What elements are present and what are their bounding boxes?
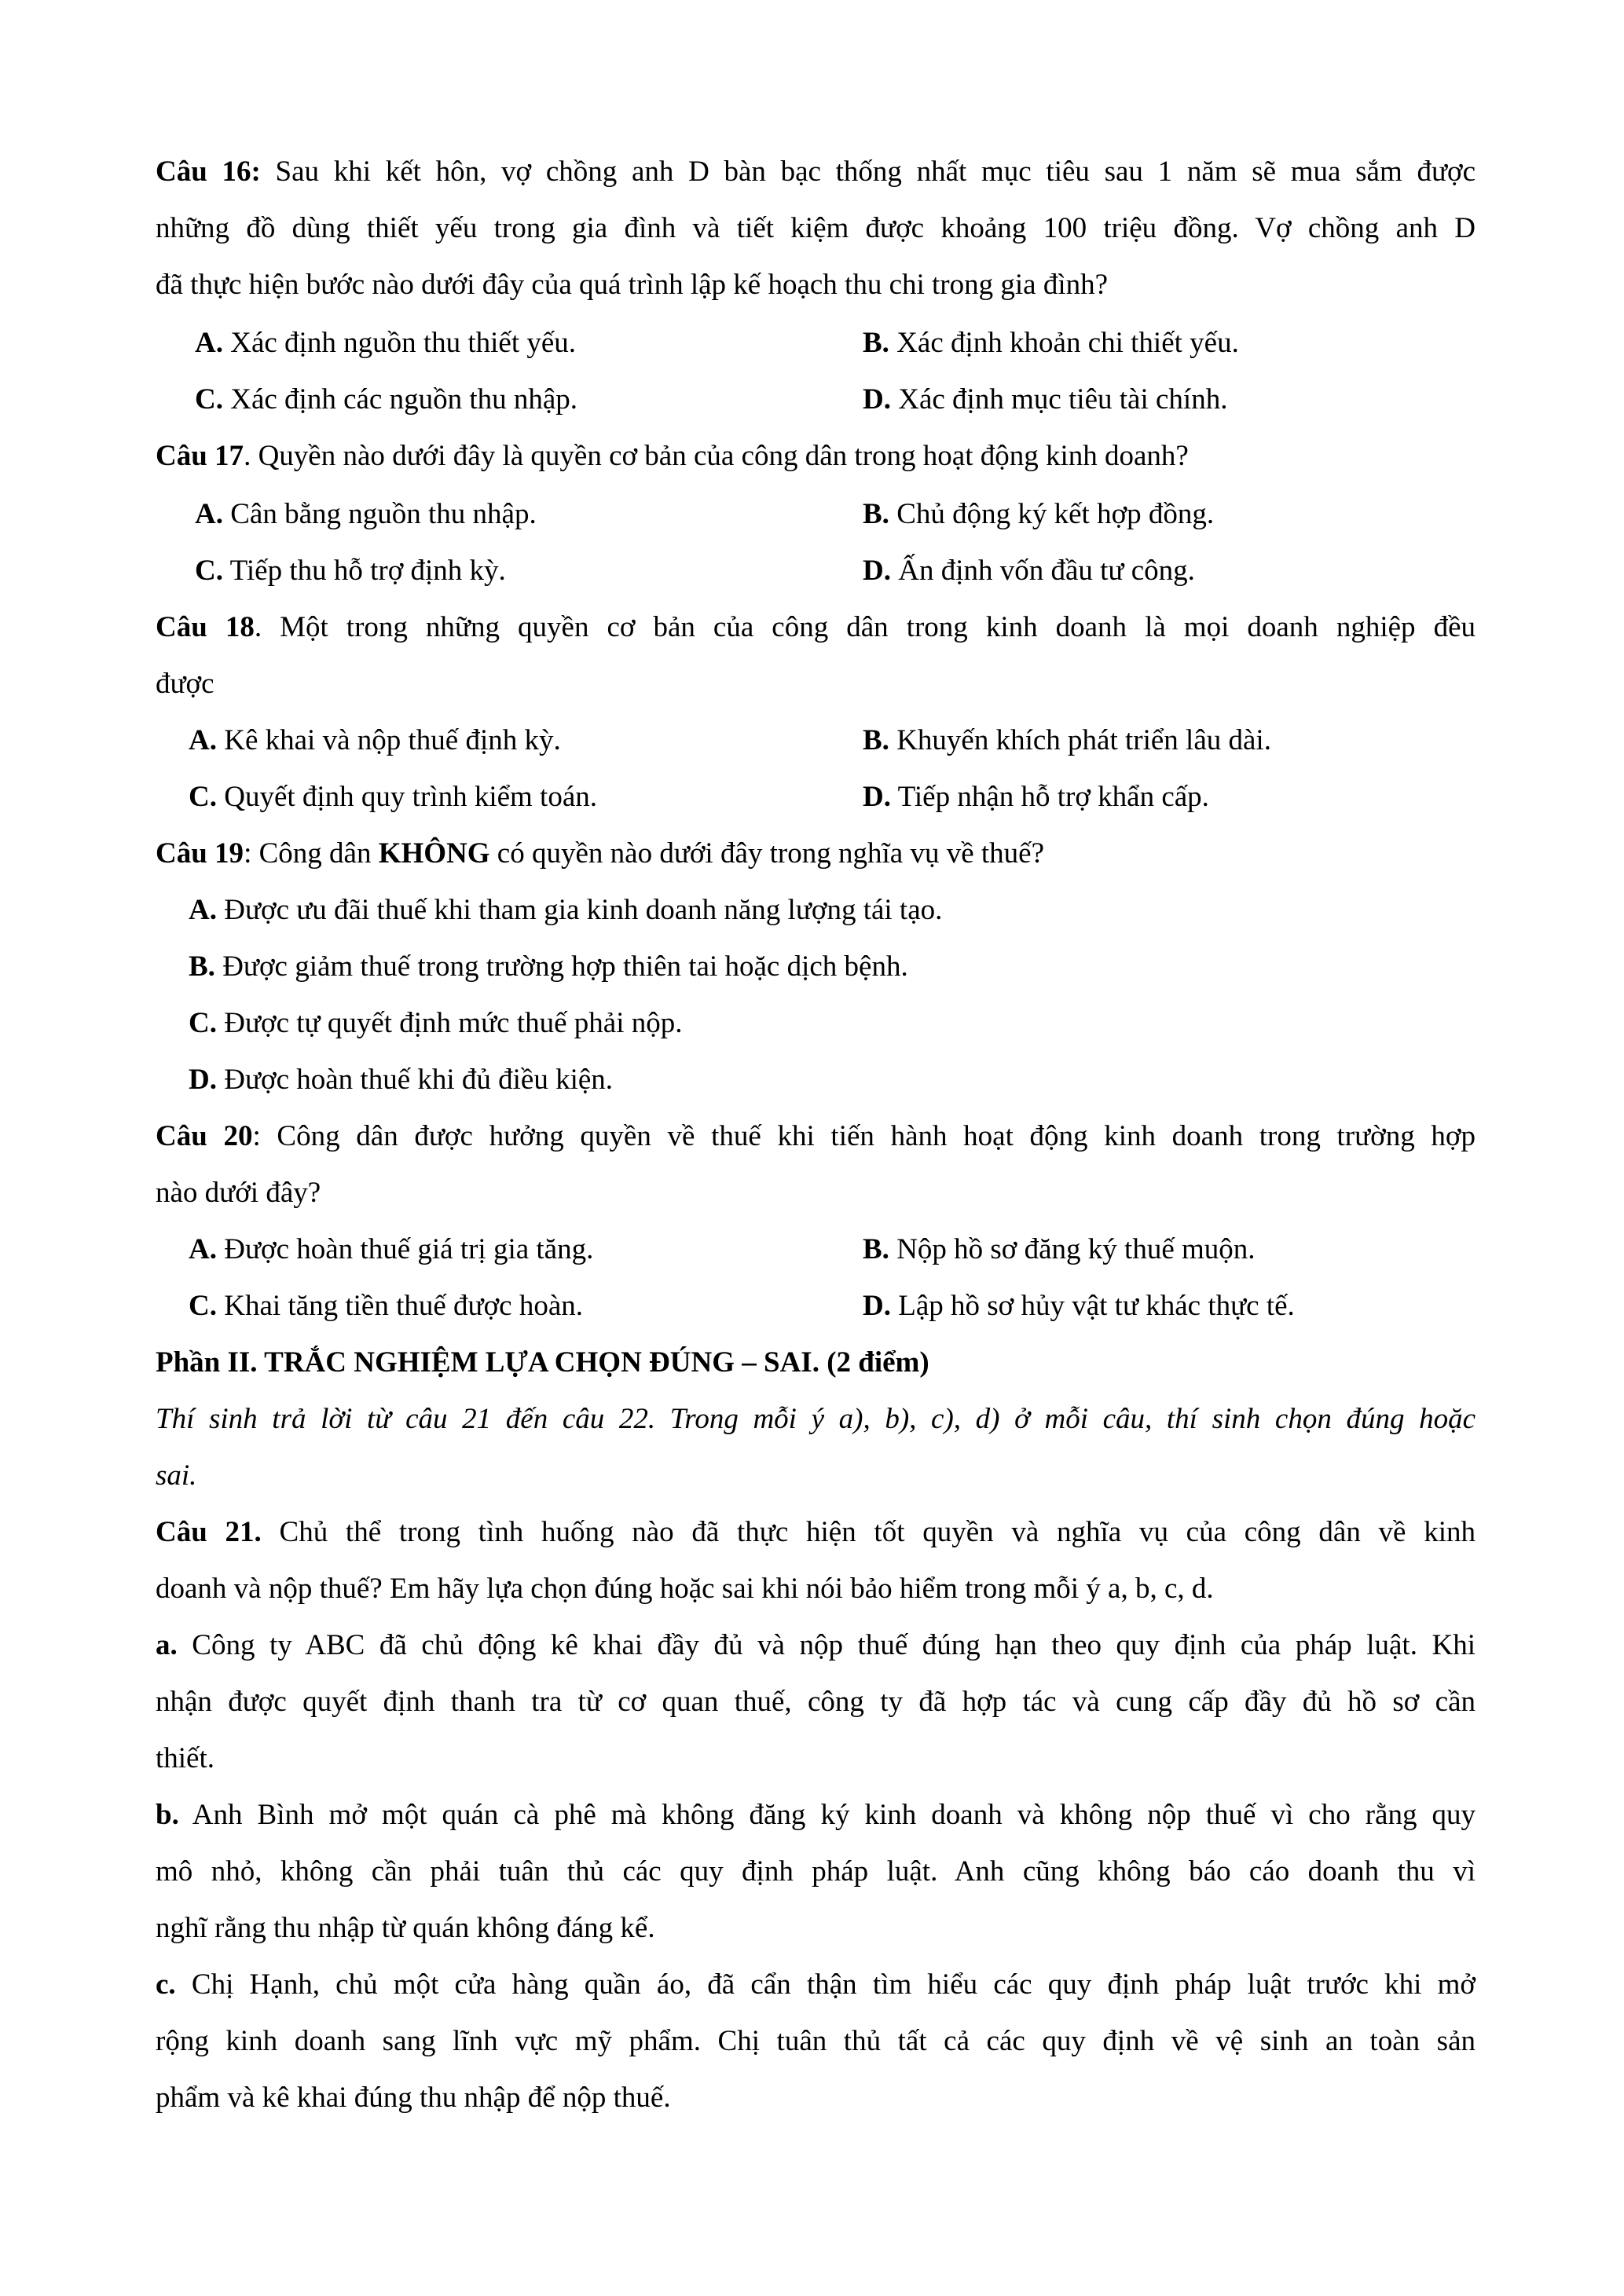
- q16-line-2: những đồ dùng thiết yếu trong gia đình và tiết kiệm được khoảng 100 triệu đồng. Vợ chồng anh D: [156, 212, 1476, 244]
- q18-line-2: được: [156, 668, 214, 700]
- q17-option-b-key: B.: [863, 498, 889, 530]
- q17-option-a-text: Cân bằng nguồn thu nhập.: [230, 498, 537, 530]
- q18-option-b[interactable]: [863, 726, 1271, 755]
- q18-option-b-text: Khuyến khích phát triển lâu dài.: [896, 724, 1271, 756]
- q19-option-d-text: Được hoàn thuế khi đủ điều kiện.: [224, 1064, 614, 1096]
- q18-option-d-text: Tiếp nhận hỗ trợ khẩn cấp.: [897, 781, 1209, 813]
- q20-option-d[interactable]: [863, 1291, 1295, 1320]
- q16-option-d-text: Xác định mục tiêu tài chính.: [898, 383, 1228, 416]
- q17-option-c-text: Tiếp thu hỗ trợ định kỳ.: [229, 555, 506, 587]
- q16-option-b[interactable]: [863, 328, 1239, 357]
- q20-option-a-text: Được hoàn thuế giá trị gia tăng.: [224, 1233, 594, 1265]
- q17-option-b[interactable]: [863, 500, 1214, 529]
- q18-option-a[interactable]: [189, 726, 561, 755]
- part2-heading: [156, 1348, 929, 1377]
- q16-option-d-key: D.: [863, 383, 891, 416]
- q21-item-a-text-1: Công ty ABC đã chủ động kê khai đầy đủ và nộp thuế đúng hạn theo quy định của pháp luật. Khi: [177, 1629, 1476, 1661]
- q21-item-c-line-1: [156, 1970, 1476, 1999]
- q19-label: Câu 19: [156, 837, 244, 870]
- q19-option-c-key: C.: [189, 1007, 217, 1039]
- q20-line-2: nào dưới đây?: [156, 1177, 321, 1209]
- q21-item-a-line-3: thiết.: [156, 1742, 215, 1774]
- q19-option-a[interactable]: [189, 895, 942, 925]
- q21-item-c-line-2: rộng kinh doanh sang lĩnh vực mỹ phẩm. Chị tuân thủ tất cả các quy định về vệ sinh an toàn sản: [156, 2025, 1476, 2057]
- q20-option-d-key: D.: [863, 1290, 891, 1322]
- q21-item-b-line-2: mô nhỏ, không cần phải tuân thủ các quy định pháp luật. Anh cũng không báo cáo doanh thu vì: [156, 1855, 1476, 1888]
- q17-option-a[interactable]: [195, 500, 537, 529]
- q16-option-b-key: B.: [863, 327, 889, 359]
- q17-option-d-key: D.: [863, 555, 891, 587]
- q19-text-after: có quyền nào dưới đây trong nghĩa vụ về thuế?: [489, 837, 1044, 870]
- q20-label: Câu 20: [156, 1120, 253, 1152]
- q20-option-b-key: B.: [863, 1233, 889, 1265]
- q21-text-1: Chủ thể trong tình huống nào đã thực hiện tốt quyền và nghĩa vụ của công dân về kinh: [261, 1516, 1476, 1548]
- q21-item-c-text-1: Chị Hạnh, chủ một cửa hàng quần áo, đã cẩn thận tìm hiểu các quy định pháp luật trước khi mở: [175, 1968, 1476, 2001]
- q16-line-1: [156, 157, 1476, 186]
- q19-option-b-text: Được giảm thuế trong trường hợp thiên tai hoặc dịch bệnh.: [222, 950, 908, 983]
- q20-option-d-text: Lập hồ sơ hủy vật tư khác thực tế.: [898, 1290, 1295, 1322]
- q17-option-c-key: C.: [195, 555, 223, 587]
- q18-option-c-text: Quyết định quy trình kiểm toán.: [224, 781, 598, 813]
- q17-option-a-key: A.: [195, 498, 223, 530]
- q20-line-1: [156, 1122, 1476, 1151]
- q16-option-c-key: C.: [195, 383, 223, 416]
- q21-item-a-line-2: nhận được quyết định thanh tra từ cơ quan thuế, công ty đã hợp tác và cung cấp đầy đủ hồ sơ cần: [156, 1686, 1476, 1718]
- q19-option-a-text: Được ưu đãi thuế khi tham gia kinh doanh năng lượng tái tạo.: [224, 894, 943, 926]
- q18-option-c[interactable]: [189, 782, 597, 811]
- q16-option-a[interactable]: [195, 328, 576, 357]
- q19-emphasis: KHÔNG: [378, 837, 490, 870]
- q16-option-b-text: Xác định khoản chi thiết yếu.: [896, 327, 1239, 359]
- q21-item-b-text-1: Anh Bình mở một quán cà phê mà không đăng ký kinh doanh và không nộp thuế vì cho rằng quy: [178, 1799, 1476, 1831]
- q21-item-a-line-1: [156, 1631, 1476, 1660]
- q20-text-1: : Công dân được hưởng quyền về thuế khi tiến hành hoạt động kinh doanh trong trường hợp: [252, 1120, 1476, 1152]
- q19-option-d[interactable]: [189, 1065, 613, 1094]
- q17-option-c[interactable]: [195, 556, 506, 585]
- q21-line-2: doanh và nộp thuế? Em hãy lựa chọn đúng hoặc sai khi nói bảo hiểm trong mỗi ý a, b, c, d.: [156, 1573, 1214, 1605]
- q17-label: Câu 17: [156, 440, 244, 472]
- q21-item-c-key: c.: [156, 1968, 176, 2001]
- q21-item-a-key: a.: [156, 1629, 178, 1661]
- part2-instruction-line-1: Thí sinh trả lời từ câu 21 đến câu 22. Trong mỗi ý a), b), c), d) ở mỗi câu, thí sinh chọn đúng hoặc: [156, 1403, 1476, 1435]
- q16-line-3: đã thực hiện bước nào dưới đây của quá trình lập kế hoạch thu chi trong gia đình?: [156, 269, 1109, 301]
- q19-option-d-key: D.: [189, 1064, 217, 1096]
- q19-line-1: [156, 839, 1044, 868]
- q21-item-c-line-3: phẩm và kê khai đúng thu nhập để nộp thuế.: [156, 2082, 671, 2114]
- q16-option-d[interactable]: [863, 385, 1227, 414]
- q18-text-1: . Một trong những quyền cơ bản của công dân trong kinh doanh là mọi doanh nghiệp đều: [254, 611, 1476, 643]
- q17-line-1: [156, 441, 1189, 471]
- q21-item-b-line-1: [156, 1800, 1476, 1829]
- q21-line-1: [156, 1518, 1476, 1547]
- q17-option-b-text: Chủ động ký kết hợp đồng.: [896, 498, 1215, 530]
- q18-option-b-key: B.: [863, 724, 889, 756]
- q16-option-c-text: Xác định các nguồn thu nhập.: [230, 383, 578, 416]
- q21-item-b-line-3: nghĩ rằng thu nhập từ quán không đáng kể.: [156, 1912, 655, 1944]
- q18-option-a-key: A.: [189, 724, 217, 756]
- q18-option-d[interactable]: [863, 782, 1209, 811]
- q21-label: Câu 21.: [156, 1516, 262, 1548]
- q19-option-c-text: Được tự quyết định mức thuế phải nộp.: [224, 1007, 683, 1039]
- q18-line-1: [156, 613, 1476, 642]
- part2-heading-text: Phần II. TRẮC NGHIỆM LỰA CHỌN ĐÚNG – SAI. (2 điểm): [156, 1346, 929, 1379]
- q17-option-d-text: Ấn định vốn đầu tư công.: [898, 555, 1195, 587]
- q19-option-a-key: A.: [189, 894, 217, 926]
- q20-option-c[interactable]: [189, 1291, 583, 1320]
- q18-label: Câu 18: [156, 611, 255, 643]
- q20-option-a[interactable]: [189, 1235, 593, 1264]
- q19-option-b[interactable]: [189, 952, 908, 981]
- q20-option-c-text: Khai tăng tiền thuế được hoàn.: [224, 1290, 584, 1322]
- q19-option-c[interactable]: [189, 1009, 682, 1038]
- q16-text-1: Sau khi kết hôn, vợ chồng anh D bàn bạc thống nhất mục tiêu sau 1 năm sẽ mua sắm được: [275, 156, 1476, 188]
- q17-option-d[interactable]: [863, 556, 1195, 585]
- q20-option-c-key: C.: [189, 1290, 217, 1322]
- q17-text: . Quyền nào dưới đây là quyền cơ bản của công dân trong hoạt động kinh doanh?: [244, 440, 1189, 472]
- q16-option-c[interactable]: [195, 385, 577, 414]
- q21-item-b-key: b.: [156, 1799, 179, 1831]
- q16-label: Câu 16:: [156, 156, 261, 188]
- q16-option-a-key: A.: [195, 327, 223, 359]
- q20-option-b-text: Nộp hồ sơ đăng ký thuế muộn.: [896, 1233, 1256, 1265]
- part2-instruction-line-2: sai.: [156, 1459, 197, 1492]
- q20-option-b[interactable]: [863, 1235, 1256, 1264]
- q18-option-d-key: D.: [863, 781, 891, 813]
- q18-option-a-text: Kê khai và nộp thuế định kỳ.: [224, 724, 561, 756]
- q20-option-a-key: A.: [189, 1233, 217, 1265]
- q16-option-a-text: Xác định nguồn thu thiết yếu.: [230, 327, 577, 359]
- q19-option-b-key: B.: [189, 950, 215, 983]
- q19-text-before: : Công dân: [244, 837, 379, 870]
- q18-option-c-key: C.: [189, 781, 217, 813]
